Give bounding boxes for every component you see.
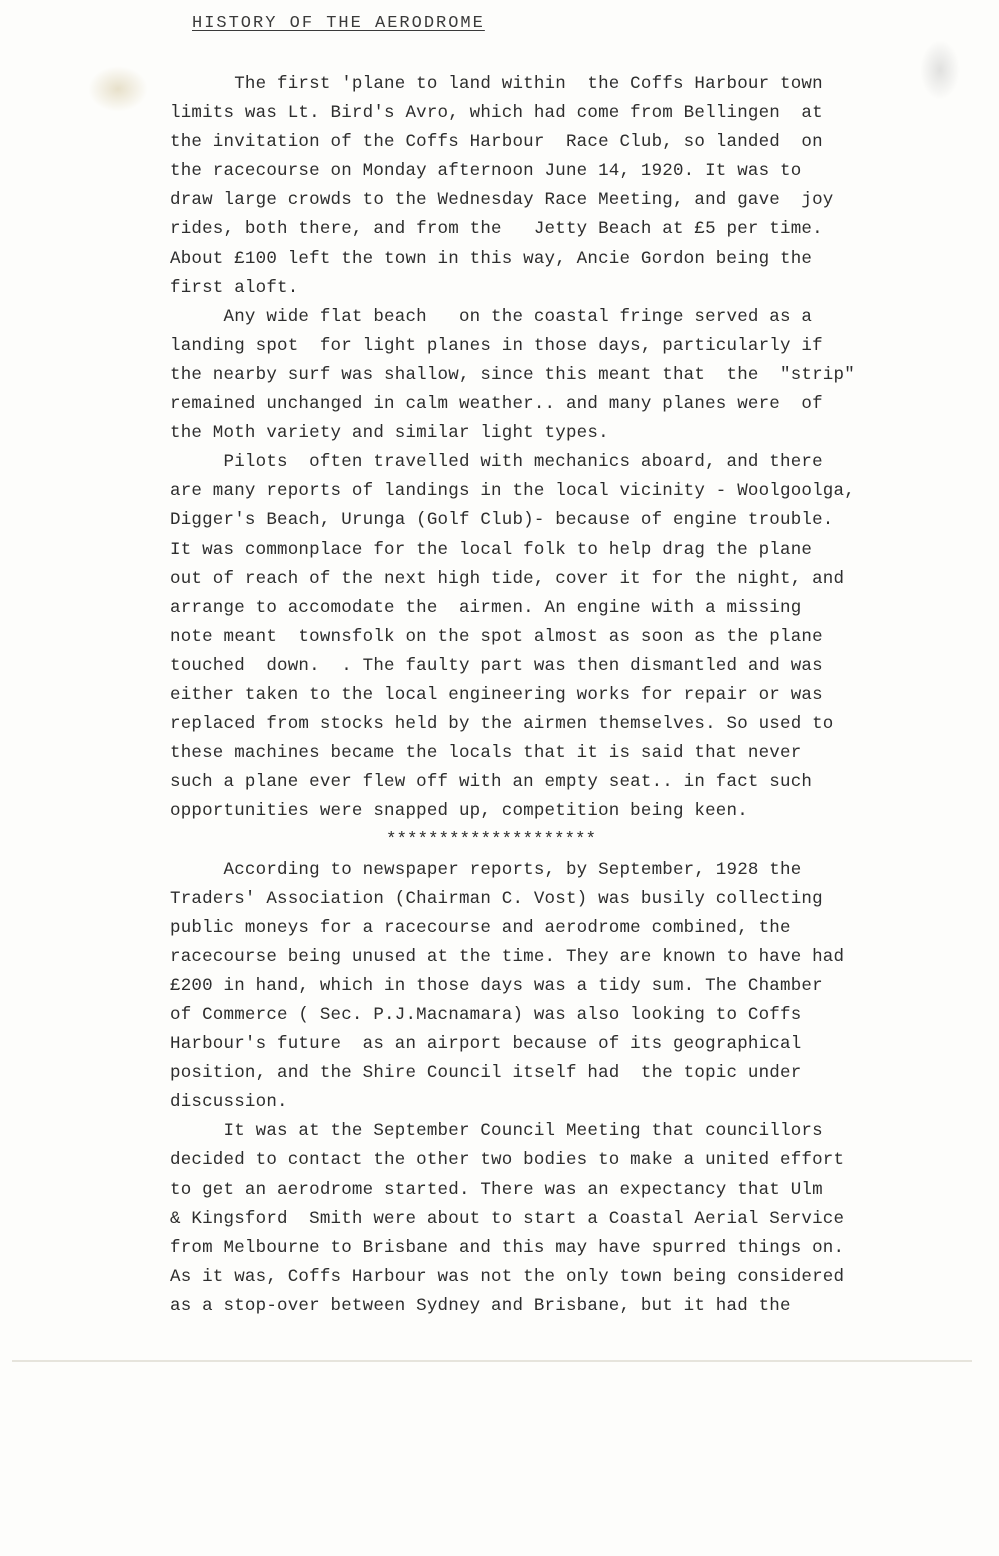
text-line: & Kingsford Smith were about to start a Coastal Aerial Service	[170, 1208, 845, 1229]
text-line: About £100 left the town in this way, Ancie Gordon being the	[170, 248, 813, 269]
text-line: first aloft.	[170, 277, 299, 298]
text-line: rides, both there, and from the Jetty Beach at £5 per time.	[170, 219, 823, 240]
text-line: the Moth variety and similar light types.	[170, 423, 609, 444]
document-title: HISTORY OF THE AERODROME	[192, 14, 485, 33]
text-line: public moneys for a racecourse and aerodrome combined, the	[170, 917, 791, 938]
section-divider: ********************	[386, 830, 597, 851]
text-line: replaced from stocks held by the airmen themselves. So used to	[170, 714, 834, 735]
text-line: Traders' Association (Chairman C. Vost) was busily collecting	[170, 888, 823, 909]
text-line: limits was Lt. Bird's Avro, which had come from Bellingen at	[170, 103, 823, 124]
text-line: the racecourse on Monday afternoon June 14, 1920. It was to	[170, 161, 802, 182]
text-line: note meant townsfolk on the spot almost as soon as the plane	[170, 626, 823, 647]
text-line: Harbour's future as an airport because of its geographical	[170, 1034, 802, 1055]
text-line: It was at the September Council Meeting that councillors	[170, 1121, 823, 1142]
text-line: According to newspaper reports, by September, 1928 the	[170, 859, 802, 880]
text-line: to get an aerodrome started. There was an expectancy that Ulm	[170, 1179, 823, 1200]
text-line: as a stop-over between Sydney and Brisbane, but it had the	[170, 1295, 791, 1316]
text-line: the invitation of the Coffs Harbour Race Club, so landed on	[170, 132, 823, 153]
text-line: from Melbourne to Brisbane and this may have spurred things on.	[170, 1237, 845, 1258]
text-line: touched down. . The faulty part was then dismantled and was	[170, 655, 823, 676]
text-line: position, and the Shire Council itself had the topic under	[170, 1063, 802, 1084]
text-line: decided to contact the other two bodies to make a united effort	[170, 1150, 845, 1171]
text-line: remained unchanged in calm weather.. and many planes were of	[170, 394, 823, 415]
text-line: As it was, Coffs Harbour was not the only town being considered	[170, 1266, 845, 1287]
text-line: The first 'plane to land within the Coffs Harbour town	[170, 74, 823, 94]
page-edge-line	[12, 1360, 972, 1362]
text-line: are many reports of landings in the local vicinity - Woolgoolga,	[170, 481, 855, 502]
text-line: these machines became the locals that it is said that never	[170, 743, 802, 764]
text-line: of Commerce ( Sec. P.J.Macnamara) was also looking to Coffs	[170, 1005, 802, 1025]
text-line: It was commonplace for the local folk to help drag the plane	[170, 539, 813, 560]
text-line: Pilots often travelled with mechanics aboard, and there	[170, 452, 823, 473]
text-line: landing spot for light planes in those days, particularly if	[170, 335, 823, 356]
text-line: such a plane ever flew off with an empty seat.. in fact such	[170, 772, 813, 793]
text-line: £200 in hand, which in those days was a tidy sum. The Chamber	[170, 975, 823, 996]
text-line: draw large crowds to the Wednesday Race Meeting, and gave joy	[170, 190, 834, 211]
text-line: Any wide flat beach on the coastal fringe served as a	[170, 306, 813, 327]
text-line: the nearby surf was shallow, since this meant that the "strip"	[170, 364, 855, 385]
text-line: either taken to the local engineering works for repair or was	[170, 684, 823, 705]
text-line: discussion.	[170, 1092, 288, 1113]
text-line: racecourse being unused at the time. They are known to have had	[170, 946, 845, 967]
stain-mark	[88, 66, 148, 112]
document-body	[170, 70, 960, 1321]
text-line: Digger's Beach, Urunga (Golf Club)- because of engine trouble.	[170, 510, 834, 531]
text-line: out of reach of the next high tide, cover it for the night, and	[170, 568, 845, 589]
text-line: arrange to accomodate the airmen. An engine with a missing	[170, 597, 802, 618]
text-line: opportunities were snapped up, competition being keen.	[170, 801, 748, 822]
